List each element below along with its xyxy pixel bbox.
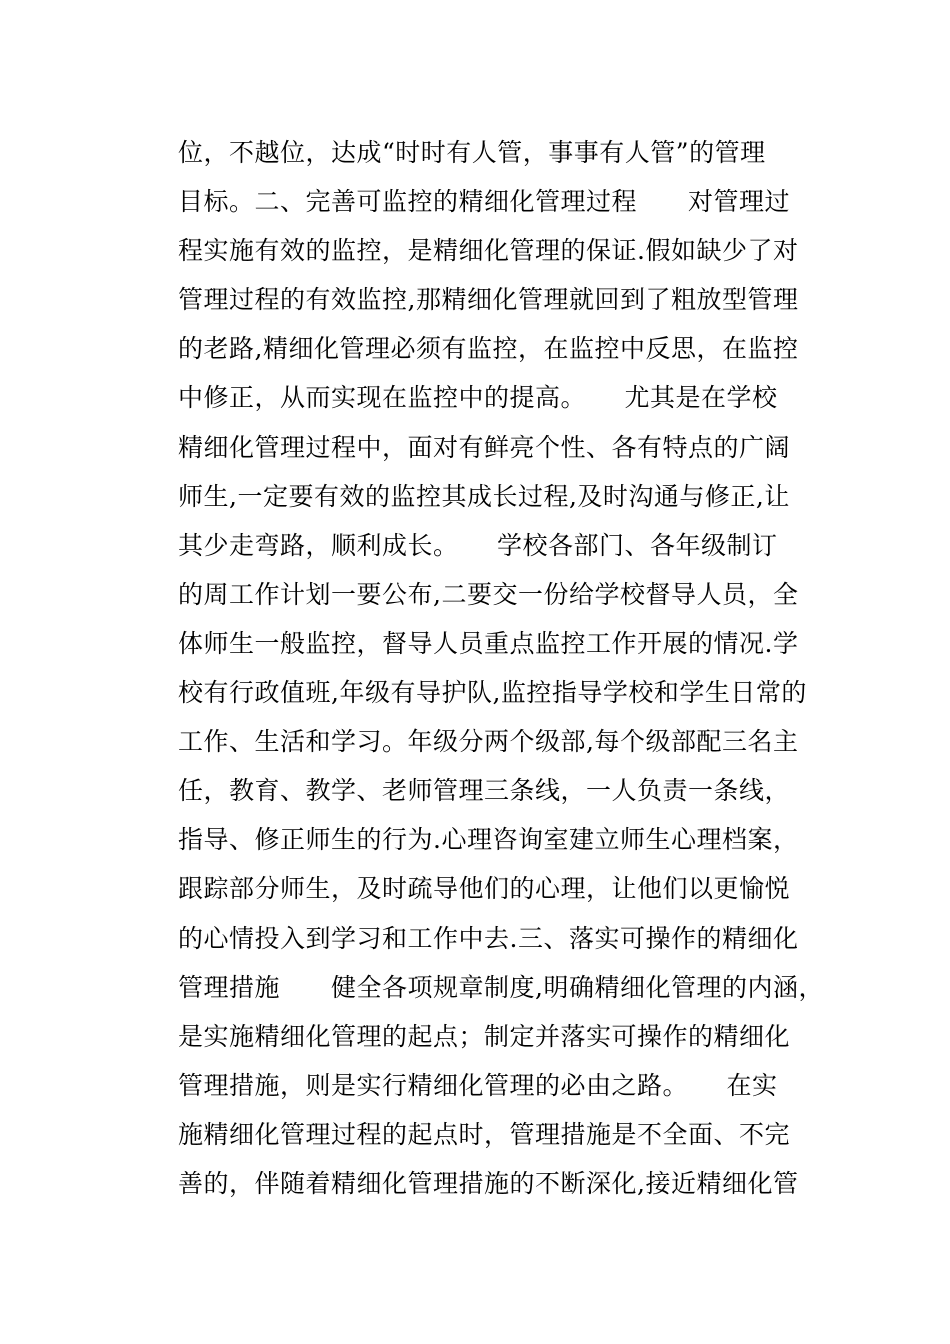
text-line: 任，教育、教学、老师管理三条线，一人负责一条线， (178, 776, 791, 806)
text-line: 师生,一定要有效的监控其成长过程,及时沟通与修正,让 (178, 481, 790, 511)
body-text (178, 128, 824, 1208)
text-line: 精细化管理过程中，面对有鲜亮个性、各有特点的广阔 (178, 432, 791, 462)
text-line: 管理过程的有效监控,那精细化管理就回到了粗放型管理 (178, 285, 799, 315)
text-line: 目标。二、完善可监控的精细化管理过程 对管理过 (178, 187, 791, 217)
text-line: 管理措施，则是实行精细化管理的必由之路。 在实 (178, 1070, 778, 1100)
text-line: 位，不越位，达成“时时有人管，事事有人管”的管理 (178, 138, 766, 167)
text-line: 施精细化管理过程的起点时，管理措施是不全面、不完 (178, 1119, 791, 1149)
text-line: 体师生一般监控，督导人员重点监控工作开展的情况.学 (178, 628, 799, 658)
text-line: 校有行政值班,年级有导护队,监控指导学校和学生日常的 (178, 678, 807, 708)
text-line: 工作、生活和学习。年级分两个级部,每个级部配三名主 (178, 727, 799, 757)
text-line: 管理措施 健全各项规章制度,明确精细化管理的内涵， (178, 972, 824, 1002)
text-line: 跟踪部分师生，及时疏导他们的心理，让他们以更愉悦 (178, 874, 791, 904)
text-line: 的心情投入到学习和工作中去.三、落实可操作的精细化 (178, 923, 799, 953)
text-line: 其少走弯路，顺利成长。 学校各部门、各年级制订 (178, 530, 778, 560)
text-line: 的老路,精细化管理必须有监控，在监控中反思，在监控 (178, 334, 799, 364)
text-line: 的周工作计划一要公布,二要交一份给学校督导人员，全 (178, 579, 799, 609)
text-line: 是实施精细化管理的起点；制定并落实可操作的精细化 (178, 1021, 791, 1051)
text-line: 指导、修正师生的行为.心理咨询室建立师生心理档案， (178, 825, 799, 855)
text-line: 善的，伴随着精细化管理措施的不断深化,接近精细化管 (178, 1168, 799, 1198)
text-line: 程实施有效的监控，是精细化管理的保证.假如缺少了对 (178, 236, 799, 266)
text-line: 中修正，从而实现在监控中的提高。 尤其是在学校 (178, 383, 778, 413)
